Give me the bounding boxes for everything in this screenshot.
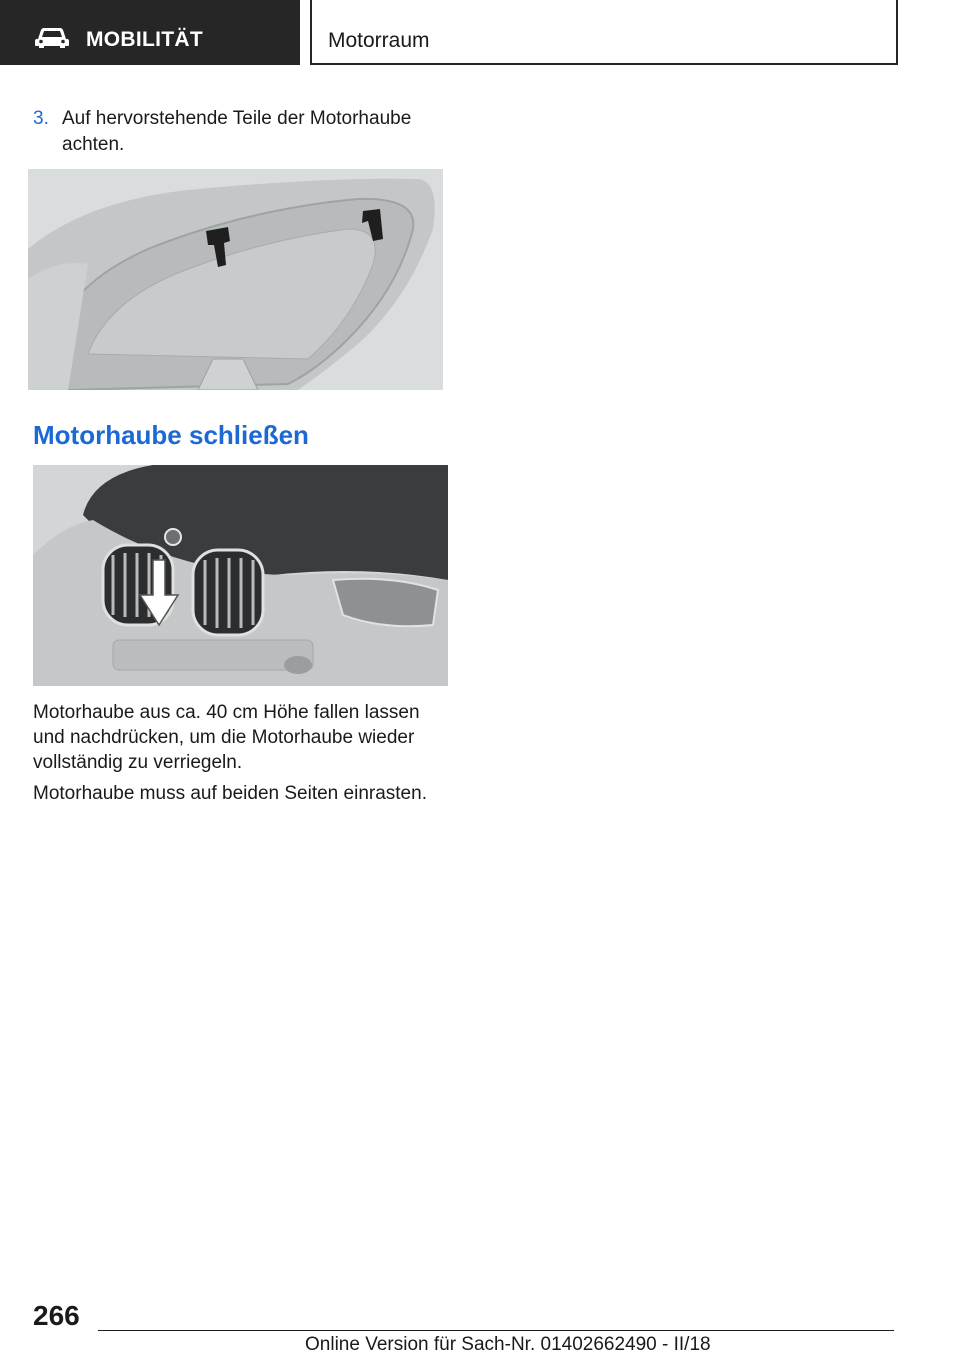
chapter-header	[310, 0, 898, 65]
section-heading: Motorhaube schließen	[33, 420, 309, 450]
section-tab	[0, 0, 300, 65]
chapter-title: Motorraum	[328, 29, 430, 52]
paragraph-latch-note: Motorhaube muss auf beiden Seiten einrasten.	[33, 783, 427, 804]
footer-version-text: Online Version für Sach-Nr. 01402662490 - II/18	[305, 1334, 711, 1355]
step-number: 3.	[33, 108, 49, 129]
hood-open-illustration	[28, 169, 443, 390]
paragraph-close-instruction: Motorhaube aus ca. 40 cm Höhe fallen lassen und nachdrücken, um die Motorhaube wieder vollständig zu verriegeln.	[33, 702, 420, 773]
section-label: MOBILITÄT	[86, 28, 204, 51]
hood-close-illustration	[33, 465, 448, 686]
page-number: 266	[33, 1300, 80, 1331]
car-icon	[34, 25, 70, 49]
footer-divider	[98, 1330, 894, 1331]
step-text: Auf hervorstehende Teile der Motorhaube achten.	[62, 108, 412, 155]
step-item-3	[33, 106, 433, 158]
